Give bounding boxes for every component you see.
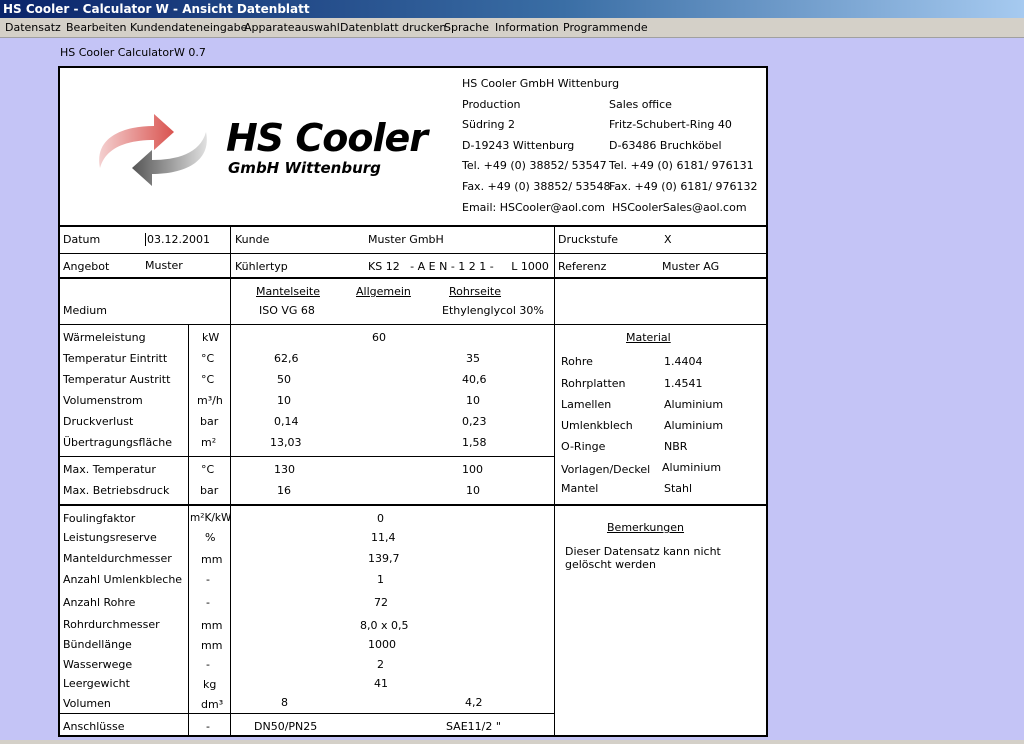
design-unit: m²K/kW <box>190 512 232 524</box>
limit-mantel: 16 <box>277 484 291 497</box>
thermal-unit: °C <box>201 373 215 386</box>
limit-label: Max. Betriebsdruck <box>63 484 170 497</box>
design-value: 1 <box>377 573 384 586</box>
thermal-mantel: 13,03 <box>270 436 302 449</box>
design-label: Rohrdurchmesser <box>63 618 160 631</box>
divider <box>230 277 231 735</box>
material-value: 1.4541 <box>664 377 703 390</box>
thermal-label: Druckverlust <box>63 415 134 428</box>
sales-email: HSCoolerSales@aol.com <box>612 201 747 214</box>
logo-arrows-icon <box>92 108 217 193</box>
company-name: HS Cooler GmbH Wittenburg <box>462 77 620 90</box>
menu-kundendateneingabe[interactable]: Kundendateneingabe <box>130 21 248 34</box>
thermal-label: Temperatur Eintritt <box>63 352 168 365</box>
limit-rohr: 100 <box>462 463 483 476</box>
limit-unit: bar <box>200 484 219 497</box>
design-label: Wasserwege <box>63 658 133 671</box>
divider <box>60 253 766 254</box>
menu-bar <box>0 18 1024 38</box>
bemerkungen-title: Bemerkungen <box>607 521 685 534</box>
design-value: 1000 <box>368 638 396 651</box>
app-name: HS Cooler Calculator <box>60 46 174 59</box>
design-label: Leistungsreserve <box>63 531 157 544</box>
app-version: W 0.7 <box>174 46 206 59</box>
thermal-unit: °C <box>201 352 215 365</box>
thermal-rohr: 0,23 <box>462 415 487 428</box>
volumen-rohr: 4,2 <box>465 696 483 709</box>
design-value: 11,4 <box>371 531 396 544</box>
material-value: Aluminium <box>662 461 722 474</box>
divider <box>230 225 231 277</box>
column-allgemein: Allgemein <box>356 285 411 298</box>
design-label: Bündellänge <box>63 638 132 651</box>
design-unit: kg <box>203 678 217 691</box>
design-label: Leergewicht <box>63 677 130 690</box>
production-street: Südring 2 <box>462 118 515 131</box>
datum-label: Datum <box>63 233 101 246</box>
anschluesse-rohr: SAE11/2 " <box>446 720 501 733</box>
waerme-value: 60 <box>372 331 386 344</box>
divider <box>60 324 766 325</box>
production-email: Email: HSCooler@aol.com <box>462 201 605 214</box>
design-unit: - <box>206 658 210 671</box>
production-city: D-19243 Wittenburg <box>462 139 575 152</box>
material-label: O-Ringe <box>561 440 606 453</box>
column-mantelseite: Mantelseite <box>256 285 320 298</box>
thermal-rohr: 1,58 <box>462 436 487 449</box>
medium-rohr: Ethylenglycol 30% <box>442 304 544 317</box>
limit-rohr: 10 <box>466 484 480 497</box>
waerme-label: Wärmeleistung <box>63 331 146 344</box>
anschluesse-unit: - <box>206 720 210 733</box>
material-value: Aluminium <box>664 419 724 432</box>
production-label: Production <box>462 98 521 111</box>
thermal-unit: m² <box>201 436 217 449</box>
menu-datenblatt-drucken[interactable]: Datenblatt drucken <box>340 21 447 34</box>
logo-title: HS Cooler <box>226 116 428 160</box>
bemerkungen-text: Dieser Datensatz kann nicht gelöscht werden <box>565 545 721 571</box>
thermal-unit: m³/h <box>197 394 223 407</box>
material-label: Rohre <box>561 355 593 368</box>
medium-mantel: ISO VG 68 <box>259 304 315 317</box>
production-fax: Fax. +49 (0) 38852/ 53548 <box>462 180 611 193</box>
waerme-unit: kW <box>202 331 220 344</box>
anschluesse-label: Anschlüsse <box>63 720 125 733</box>
angebot-value: Muster <box>145 259 183 272</box>
kunde-label: Kunde <box>235 233 270 246</box>
status-bar <box>0 740 1024 744</box>
material-label: Rohrplatten <box>561 377 626 390</box>
limit-unit: °C <box>201 463 215 476</box>
anschluesse-mantel: DN50/PN25 <box>254 720 318 733</box>
material-value: 1.4404 <box>664 355 703 368</box>
thermal-rohr: 35 <box>466 352 480 365</box>
thermal-label: Volumenstrom <box>63 394 143 407</box>
thermal-rohr: 10 <box>466 394 480 407</box>
material-title: Material <box>626 331 671 344</box>
design-unit: - <box>206 596 210 609</box>
kunde-value: Muster GmbH <box>368 233 444 246</box>
menu-sprache[interactable]: Sprache <box>444 21 490 34</box>
design-unit: % <box>205 531 216 544</box>
material-label: Umlenkblech <box>561 419 633 432</box>
thermal-mantel: 62,6 <box>274 352 299 365</box>
limit-label: Max. Temperatur <box>63 463 156 476</box>
thermal-mantel: 10 <box>277 394 291 407</box>
sales-city: D-63486 Bruchköbel <box>609 139 722 152</box>
divider <box>188 504 189 735</box>
design-label: Manteldurchmesser <box>63 552 172 565</box>
design-value: 8,0 x 0,5 <box>360 619 409 632</box>
material-label: Vorlagen/Deckel <box>561 463 651 476</box>
kuehlertyp-label: Kühlertyp <box>235 260 288 273</box>
menu-programmende[interactable]: Programmende <box>563 21 648 34</box>
design-value: 41 <box>374 677 388 690</box>
druckstufe-label: Druckstufe <box>558 233 619 246</box>
thermal-label: Übertragungsfläche <box>63 436 172 449</box>
menu-information[interactable]: Information <box>495 21 559 34</box>
thermal-unit: bar <box>200 415 219 428</box>
medium-label: Medium <box>63 304 107 317</box>
production-tel: Tel. +49 (0) 38852/ 53547 <box>462 159 607 172</box>
volumen-mantel: 8 <box>281 696 288 709</box>
design-unit: mm <box>201 619 223 632</box>
divider <box>554 225 555 735</box>
thermal-rohr: 40,6 <box>462 373 487 386</box>
divider <box>60 504 766 506</box>
design-value: 0 <box>377 512 384 525</box>
sales-tel: Tel. +49 (0) 6181/ 976131 <box>609 159 754 172</box>
divider <box>60 713 554 714</box>
menu-apparateauswahl[interactable]: Apparateauswahl <box>244 21 340 34</box>
design-label: Anzahl Rohre <box>63 596 136 609</box>
kuehlertyp-value: KS 12 - A E N - 1 2 1 - L 1000 <box>368 260 549 273</box>
sales-street: Fritz-Schubert-Ring 40 <box>609 118 732 131</box>
volumen-label: Volumen <box>63 697 111 710</box>
datum-field[interactable]: 03.12.2001 <box>147 233 210 246</box>
referenz-value: Muster AG <box>662 260 720 273</box>
menu-bearbeiten[interactable]: Bearbeiten <box>66 21 127 34</box>
volumen-unit: dm³ <box>201 698 224 711</box>
sales-label: Sales office <box>609 98 672 111</box>
material-value: Stahl <box>664 482 693 495</box>
sales-fax: Fax. +49 (0) 6181/ 976132 <box>609 180 758 193</box>
column-rohrseite: Rohrseite <box>449 285 502 298</box>
menu-datensatz[interactable]: Datensatz <box>5 21 61 34</box>
design-unit: mm <box>201 639 223 652</box>
druckstufe-value: X <box>664 233 672 246</box>
design-label: Anzahl Umlenkbleche <box>63 573 183 586</box>
design-unit: - <box>206 573 210 586</box>
material-value: NBR <box>664 440 688 453</box>
angebot-label: Angebot <box>63 260 110 273</box>
design-value: 139,7 <box>368 552 400 565</box>
divider <box>60 277 766 279</box>
thermal-mantel: 50 <box>277 373 291 386</box>
material-label: Lamellen <box>561 398 612 411</box>
design-unit: mm <box>201 553 223 566</box>
design-label: Foulingfaktor <box>63 512 136 525</box>
divider <box>188 324 189 506</box>
divider <box>60 225 766 227</box>
material-label: Mantel <box>561 482 599 495</box>
material-value: Aluminium <box>664 398 724 411</box>
data-sheet <box>58 66 768 737</box>
divider <box>60 456 554 457</box>
window-title: HS Cooler - Calculator W - Ansicht Datenblatt <box>0 0 1024 18</box>
referenz-label: Referenz <box>558 260 607 273</box>
logo-subtitle: GmbH Wittenburg <box>228 159 381 177</box>
design-value: 72 <box>374 596 388 609</box>
thermal-label: Temperatur Austritt <box>63 373 171 386</box>
limit-mantel: 130 <box>274 463 295 476</box>
thermal-mantel: 0,14 <box>274 415 299 428</box>
design-value: 2 <box>377 658 384 671</box>
